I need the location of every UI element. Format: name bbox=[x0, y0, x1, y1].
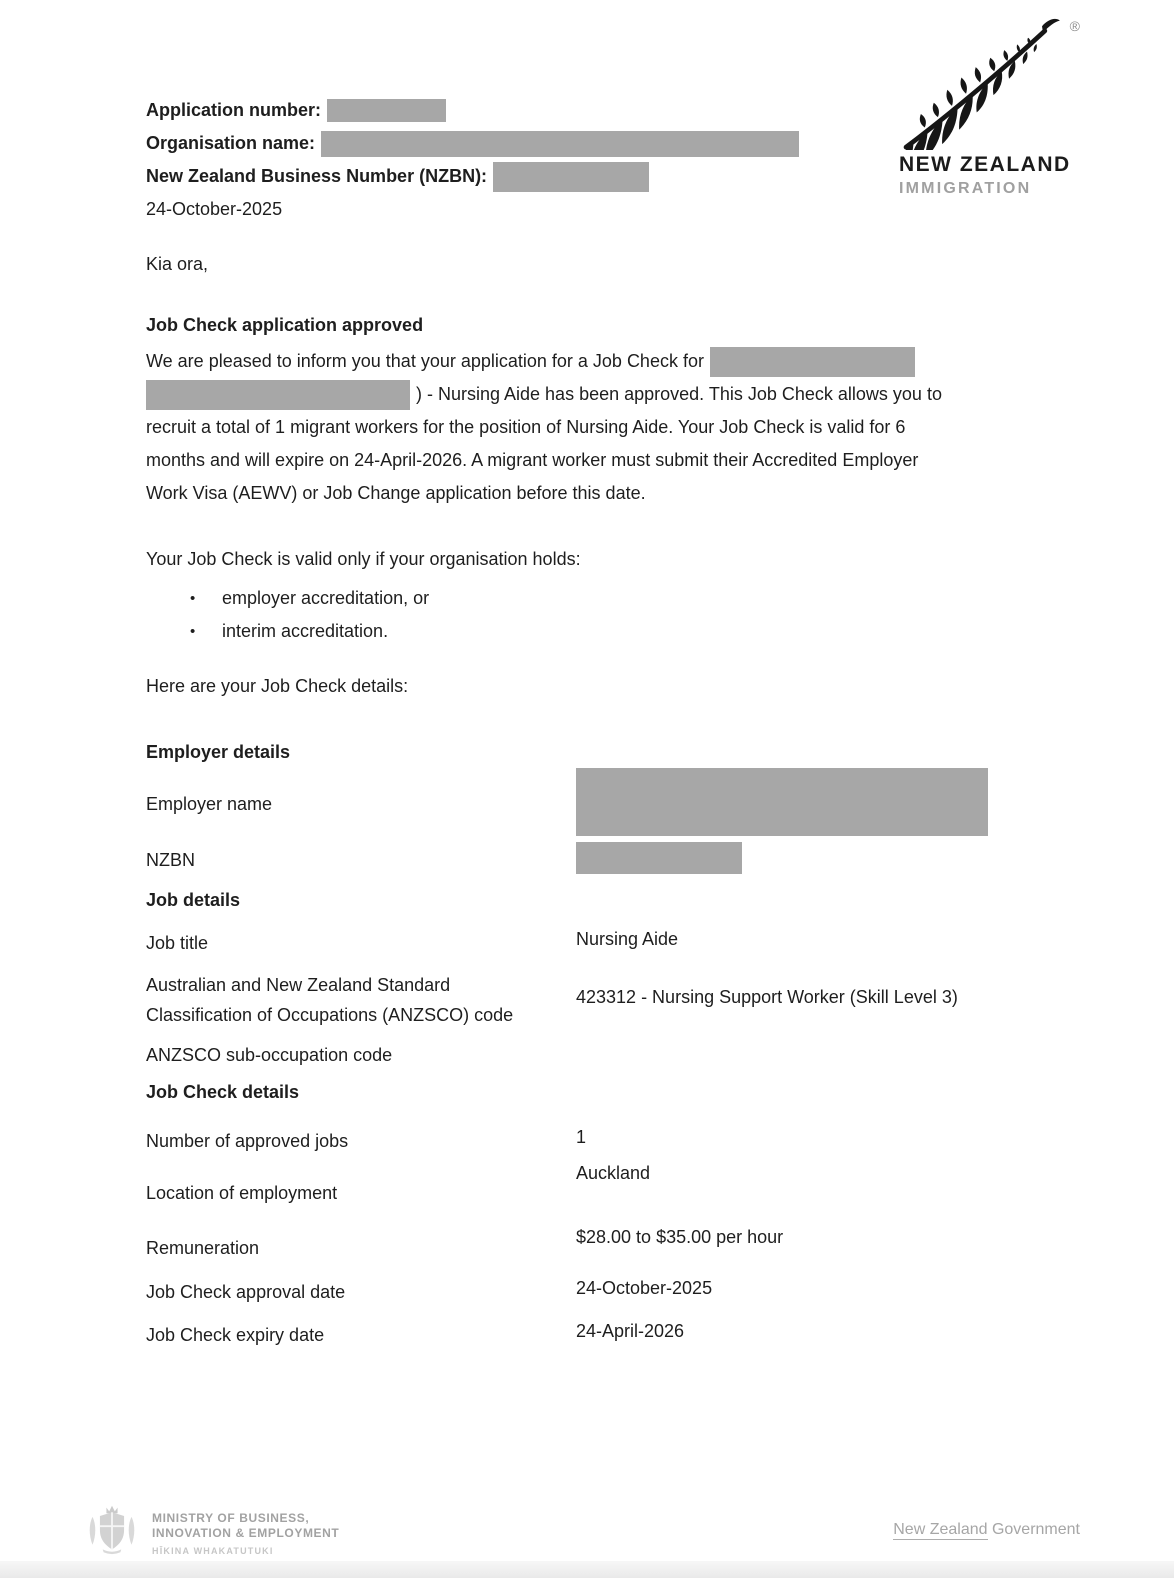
redacted-employer-nzbn bbox=[576, 842, 742, 874]
remuneration-value: $28.00 to $35.00 per hour bbox=[576, 1227, 784, 1247]
employment-location-label: Location of employment bbox=[146, 1183, 338, 1203]
page-bottom-strip bbox=[0, 1561, 1174, 1578]
validity-intro: Your Job Check is valid only if your organisation holds: bbox=[146, 549, 581, 569]
ministry-maori-name: HĪKINA WHAKATUTUKI bbox=[152, 1546, 274, 1556]
letter-header bbox=[146, 94, 799, 226]
table-row bbox=[146, 928, 1051, 953]
anzsco-code-value: 423312 - Nursing Support Worker (Skill Level 3) bbox=[576, 987, 958, 1007]
logo-division-text: IMMIGRATION bbox=[899, 180, 1032, 197]
bullet-icon: • bbox=[190, 623, 196, 640]
table-row bbox=[146, 770, 1051, 838]
bullet-text-interim-accreditation: interim accreditation. bbox=[222, 621, 389, 641]
ministry-line-2: INNOVATION & EMPLOYMENT bbox=[152, 1525, 340, 1540]
redacted-organisation-name bbox=[321, 131, 799, 157]
employer-details-heading: Employer details bbox=[146, 742, 291, 762]
redacted-anzsco-inline bbox=[146, 380, 410, 410]
greeting: Kia ora, bbox=[146, 254, 209, 274]
redacted-employer-name bbox=[576, 768, 988, 836]
table-row bbox=[146, 846, 1051, 874]
table-row bbox=[146, 970, 1051, 1030]
letter-date: 24-October-2025 bbox=[146, 199, 283, 219]
table-row bbox=[146, 1126, 1051, 1151]
job-details-heading: Job details bbox=[146, 890, 241, 910]
table-row bbox=[146, 1226, 1051, 1258]
validity-bullet-list bbox=[146, 582, 1046, 648]
table-row bbox=[146, 1320, 1051, 1345]
list-item bbox=[190, 615, 1046, 648]
paragraph-line-1: We are pleased to inform you that your application for a Job Check for bbox=[146, 351, 704, 371]
paragraph-line-2: ) - Nursing Aide has been approved. This Job Check allows you to bbox=[416, 384, 942, 404]
redacted-nzbn bbox=[493, 162, 649, 192]
paragraph-line-4: months and will expire on 24-April-2026. A migrant worker must submit their Accredited Employer bbox=[146, 450, 919, 470]
bullet-icon: • bbox=[190, 590, 196, 607]
approval-paragraph bbox=[146, 345, 1051, 510]
mbie-crest-icon bbox=[86, 1503, 138, 1555]
list-item bbox=[190, 582, 1046, 615]
approved-jobs-label: Number of approved jobs bbox=[146, 1131, 349, 1151]
employment-location-value: Auckland bbox=[576, 1163, 651, 1183]
nzbn-label: New Zealand Business Number (NZBN): bbox=[146, 166, 488, 186]
approval-heading: Job Check application approved bbox=[146, 315, 424, 335]
nz-government-part2: Government bbox=[987, 1521, 1080, 1538]
table-row bbox=[146, 1162, 1051, 1202]
expiry-date-value: 24-April-2026 bbox=[576, 1321, 685, 1341]
logo-brand-text: NEW ZEALAND bbox=[899, 153, 1071, 176]
nz-government-part1: New Zealand bbox=[893, 1521, 988, 1538]
job-title-value: Nursing Aide bbox=[576, 929, 679, 949]
approval-date-label: Job Check approval date bbox=[146, 1282, 346, 1302]
validity-section bbox=[146, 549, 1046, 648]
silver-fern-icon bbox=[901, 14, 1063, 150]
approval-date-value: 24-October-2025 bbox=[576, 1278, 713, 1298]
application-number-label: Application number: bbox=[146, 100, 321, 120]
anzsco-sub-occupation-label: ANZSCO sub-occupation code bbox=[146, 1045, 393, 1065]
details-intro: Here are your Job Check details: bbox=[146, 676, 409, 696]
job-check-details-heading: Job Check details bbox=[146, 1082, 300, 1102]
nz-government-logo bbox=[893, 1521, 1080, 1539]
nz-immigration-logo bbox=[899, 14, 1084, 198]
expiry-date-label: Job Check expiry date bbox=[146, 1325, 325, 1345]
employer-name-label: Employer name bbox=[146, 794, 273, 814]
approval-section bbox=[146, 315, 1051, 510]
employer-nzbn-label: NZBN bbox=[146, 850, 195, 870]
approved-jobs-value: 1 bbox=[576, 1127, 587, 1147]
ministry-footer-text bbox=[152, 1511, 339, 1556]
table-row bbox=[146, 1040, 1051, 1065]
table-row bbox=[146, 1277, 1051, 1302]
bullet-text-employer-accreditation: employer accreditation, or bbox=[222, 588, 430, 608]
anzsco-code-label: Australian and New Zealand Standard Classification of Occupations (ANZSCO) code bbox=[146, 975, 514, 1025]
paragraph-line-5: Work Visa (AEWV) or Job Change application before this date. bbox=[146, 483, 646, 503]
redacted-application-number bbox=[327, 99, 446, 122]
registered-trademark-symbol: ® bbox=[1069, 18, 1080, 34]
ministry-line-1: MINISTRY OF BUSINESS, bbox=[152, 1511, 310, 1525]
paragraph-line-3: recruit a total of 1 migrant workers for the position of Nursing Aide. Your Job Check is valid for 6 bbox=[146, 417, 906, 437]
remuneration-label: Remuneration bbox=[146, 1238, 260, 1258]
redacted-employer-inline bbox=[710, 347, 915, 377]
organisation-name-label: Organisation name: bbox=[146, 133, 316, 153]
job-check-details-table bbox=[146, 736, 1051, 1345]
job-title-label: Job title bbox=[146, 933, 209, 953]
